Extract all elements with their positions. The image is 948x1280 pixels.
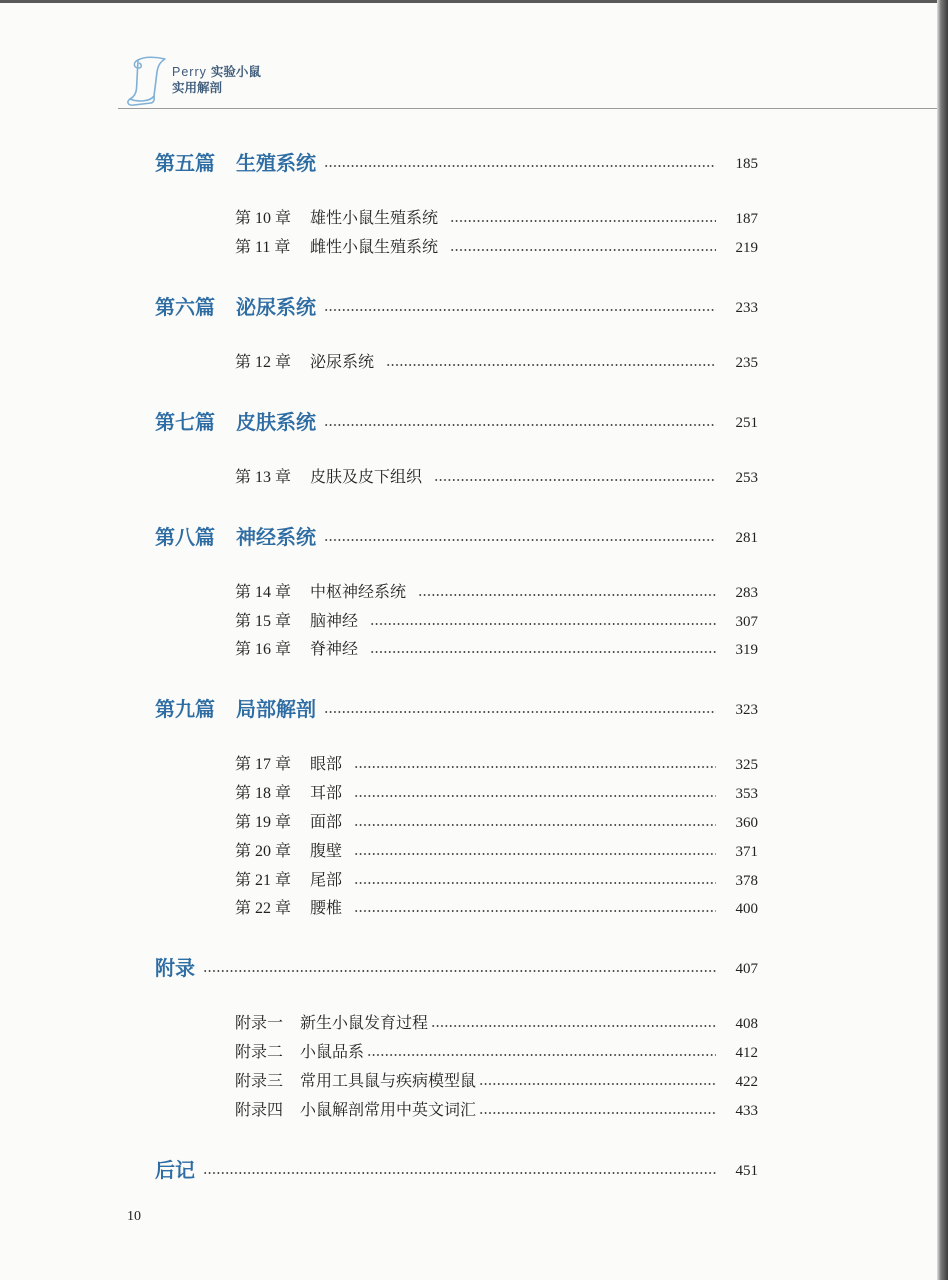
dot-leader xyxy=(450,207,716,231)
part-label: 第七篇 xyxy=(155,411,215,434)
page-number: 187 xyxy=(735,211,758,227)
toc-appendix-row xyxy=(235,1099,758,1123)
part-label: 第八篇 xyxy=(155,526,215,549)
chapter-label: 第 12 章 xyxy=(235,353,292,371)
page-number: 281 xyxy=(735,529,758,546)
appendix-label: 附录四 xyxy=(235,1101,284,1119)
page-number: 219 xyxy=(735,239,758,256)
toc-chapter-row xyxy=(235,638,758,662)
brand-chinese: 实验小鼠 xyxy=(210,65,261,79)
part-label: 第五篇 xyxy=(155,153,215,175)
toc-chapter-row xyxy=(235,811,758,835)
dot-leader xyxy=(450,236,716,260)
dot-leader xyxy=(367,1041,716,1065)
toc-part-row xyxy=(155,1156,758,1186)
brand-latin: Perry xyxy=(172,65,207,79)
dot-leader xyxy=(203,1156,716,1186)
chapter-label: 第 15 章 xyxy=(235,612,292,630)
page-number: 233 xyxy=(735,299,758,316)
chapter-label: 第 13 章 xyxy=(235,468,292,486)
appendix-label: 附录三 xyxy=(235,1073,284,1090)
toc-chapter-row xyxy=(235,207,758,231)
part-label: 第六篇 xyxy=(155,296,215,319)
toc-chapter-row xyxy=(235,782,758,806)
part-title: 局部解剖 xyxy=(236,699,316,722)
appendix-title: 小鼠解剖常用中英文词汇 xyxy=(300,1101,477,1119)
header-divider xyxy=(118,108,937,109)
page-number: 360 xyxy=(735,815,758,831)
page-number: 422 xyxy=(735,1074,758,1090)
toc-chapter-row xyxy=(235,351,758,375)
appendix-title: 常用工具鼠与疾病模型鼠 xyxy=(300,1073,477,1090)
toc-appendix-row xyxy=(235,1012,758,1036)
chapter-label: 第 14 章 xyxy=(235,583,292,601)
scan-edge-right xyxy=(937,0,948,1280)
brand-subtitle: 实用解剖 xyxy=(172,81,223,95)
part-title: 后记 xyxy=(155,1159,195,1182)
chapter-label: 第 18 章 xyxy=(235,785,292,803)
part-title: 生殖系统 xyxy=(236,153,316,175)
chapter-title: 面部 xyxy=(310,814,343,831)
toc-chapter-row xyxy=(235,466,758,490)
appendix-label: 附录二 xyxy=(235,1044,284,1062)
chapter-title: 脊神经 xyxy=(310,641,359,659)
page-number: 251 xyxy=(735,414,758,431)
chapter-label: 第 17 章 xyxy=(235,756,292,774)
chapter-label: 第 20 章 xyxy=(235,842,292,860)
chapter-title: 腰椎 xyxy=(310,900,343,918)
toc-part-row xyxy=(155,149,758,179)
page-number: 319 xyxy=(735,642,758,659)
dot-leader xyxy=(431,1012,716,1036)
dot-leader xyxy=(354,782,716,806)
appendix-title: 小鼠品系 xyxy=(300,1044,365,1062)
chapter-title: 中枢神经系统 xyxy=(310,583,407,601)
toc-chapter-row xyxy=(235,610,758,634)
toc-appendix-row xyxy=(235,1070,758,1094)
toc-chapter-row xyxy=(235,897,758,921)
chapter-label: 第 11 章 xyxy=(235,238,291,256)
toc-chapter-row xyxy=(235,581,758,605)
page-number: 323 xyxy=(735,702,758,719)
dot-leader xyxy=(354,869,716,893)
toc-chapter-row xyxy=(235,840,758,864)
dot-leader xyxy=(370,638,716,662)
toc-part-row xyxy=(155,954,758,984)
chapter-title: 尾部 xyxy=(310,871,343,889)
dot-leader xyxy=(370,610,716,634)
dot-leader xyxy=(434,466,716,490)
page-number: 185 xyxy=(735,156,758,172)
page-number: 433 xyxy=(735,1102,758,1119)
chapter-label: 第 19 章 xyxy=(235,814,292,831)
toc-chapter-row xyxy=(235,236,758,260)
page-number: 378 xyxy=(735,872,758,889)
page-number: 283 xyxy=(735,584,758,601)
page-number: 451 xyxy=(735,1162,758,1179)
page-number: 353 xyxy=(735,786,758,803)
part-title: 附录 xyxy=(155,958,195,981)
page-number: 408 xyxy=(735,1016,758,1033)
dot-leader xyxy=(354,840,716,864)
chapter-title: 耳部 xyxy=(310,785,343,803)
chapter-title: 眼部 xyxy=(310,756,343,774)
chapter-label: 第 22 章 xyxy=(235,900,292,918)
appendix-title: 新生小鼠发育过程 xyxy=(300,1015,429,1033)
chapter-title: 雌性小鼠生殖系统 xyxy=(310,238,439,256)
chapter-label: 第 21 章 xyxy=(235,871,292,889)
scan-edge-top xyxy=(0,0,948,3)
toc-chapter-row xyxy=(235,753,758,777)
page-number: 400 xyxy=(735,901,758,918)
page-number: 407 xyxy=(735,961,758,978)
book-header xyxy=(124,54,424,108)
dot-leader xyxy=(203,954,716,984)
dot-leader xyxy=(479,1099,716,1123)
page-number: 325 xyxy=(735,757,758,774)
toc-part-row xyxy=(155,408,758,438)
toc-part-row xyxy=(155,695,758,725)
chapter-title: 雄性小鼠生殖系统 xyxy=(310,210,439,227)
dot-leader xyxy=(354,897,716,921)
toc-part-row xyxy=(155,293,758,323)
chapter-title: 脑神经 xyxy=(310,612,359,630)
dot-leader xyxy=(324,695,716,725)
brand-line xyxy=(172,64,261,80)
part-label: 第九篇 xyxy=(155,699,215,722)
dot-leader xyxy=(354,753,716,777)
chapter-title: 泌尿系统 xyxy=(310,353,375,371)
dot-leader xyxy=(324,408,716,438)
page-number: 235 xyxy=(735,354,758,371)
part-title: 泌尿系统 xyxy=(236,296,316,319)
appendix-label: 附录一 xyxy=(235,1015,284,1033)
page-number: 253 xyxy=(735,469,758,486)
page-number: 371 xyxy=(735,843,758,860)
toc-chapter-row xyxy=(235,869,758,893)
page-number-footer: 10 xyxy=(127,1209,141,1224)
chapter-title: 皮肤及皮下组织 xyxy=(310,468,423,486)
dot-leader xyxy=(324,149,716,179)
dot-leader xyxy=(418,581,716,605)
dot-leader xyxy=(324,523,716,553)
scroll-icon xyxy=(124,54,168,106)
part-title: 神经系统 xyxy=(236,526,316,549)
page-number: 412 xyxy=(735,1045,758,1062)
dot-leader xyxy=(386,351,716,375)
dot-leader xyxy=(354,811,716,835)
chapter-title: 腹壁 xyxy=(310,842,343,860)
chapter-label: 第 16 章 xyxy=(235,641,292,659)
page-number: 307 xyxy=(735,613,758,630)
toc-part-row xyxy=(155,523,758,553)
part-title: 皮肤系统 xyxy=(236,411,316,434)
dot-leader xyxy=(324,293,716,323)
dot-leader xyxy=(479,1070,716,1094)
chapter-label: 第 10 章 xyxy=(235,210,292,227)
toc-appendix-row xyxy=(235,1041,758,1065)
